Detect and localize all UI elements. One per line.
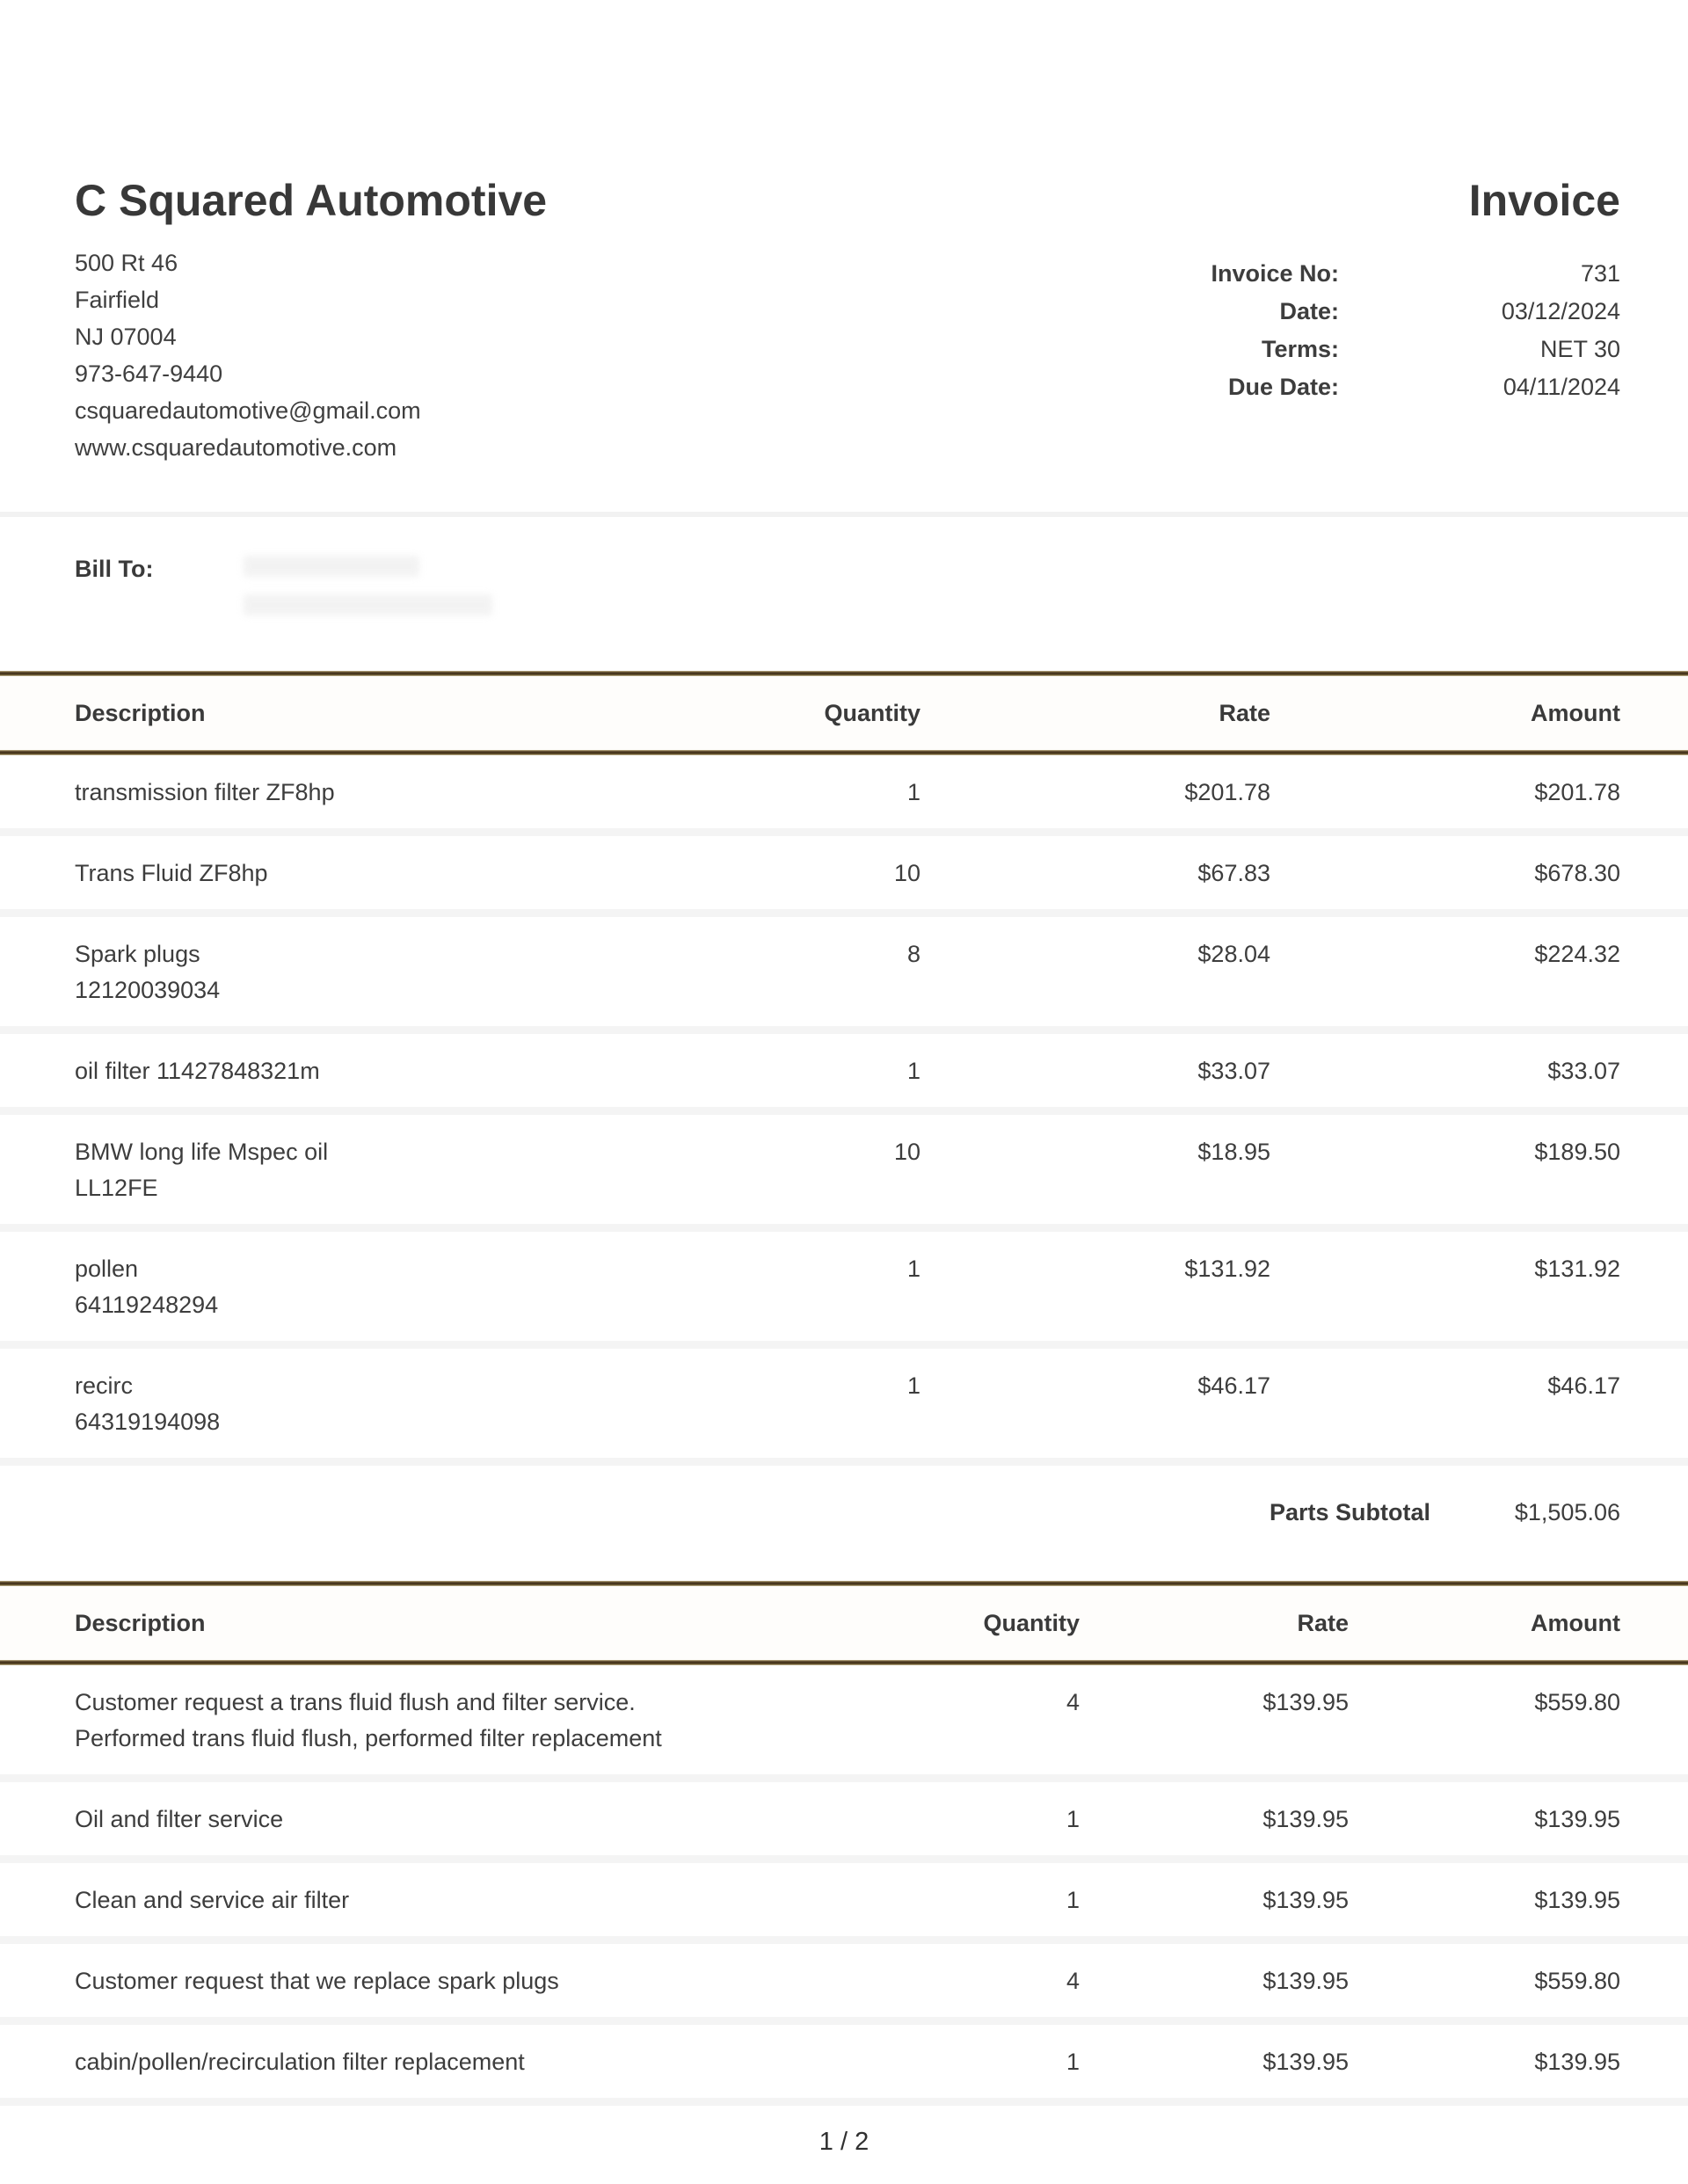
table-row — [0, 2025, 1688, 2098]
row-separator — [0, 1774, 1688, 1782]
subtotal-spacer — [75, 1499, 1270, 1526]
invoice-meta-label: Due Date: — [1227, 374, 1339, 400]
cell-amount: $559.80 — [1534, 1689, 1620, 1715]
cell-description — [75, 1134, 762, 1206]
cell-description — [75, 1053, 762, 1089]
table-row — [0, 1665, 1688, 1774]
cell-quantity: 1 — [1066, 2049, 1080, 2075]
cell-quantity: 1 — [1066, 1887, 1080, 1913]
description-line: cabin/pollen/recirculation filter replacement — [75, 2049, 525, 2075]
description-line: LL12FE — [75, 1175, 158, 1201]
invoice-meta-value: 04/11/2024 — [1502, 374, 1620, 400]
description-line: 12120039034 — [75, 977, 221, 1003]
page-footer — [0, 2128, 1688, 2157]
company-name: C Squared Automotive — [75, 176, 548, 225]
cell-rate: $139.95 — [1262, 2049, 1349, 2075]
parts-subtotal-label: Parts Subtotal — [1269, 1499, 1430, 1525]
bill-to-redacted-line — [244, 556, 419, 577]
cell-quantity: 4 — [1066, 1689, 1080, 1715]
cell-description — [75, 855, 762, 892]
row-separator — [0, 2017, 1688, 2025]
cell-amount: $139.95 — [1534, 1887, 1620, 1913]
cell-amount: $139.95 — [1534, 2049, 1620, 2075]
cell-quantity: 10 — [893, 1139, 920, 1165]
cell-rate: $46.17 — [1197, 1372, 1270, 1399]
cell-amount: $46.17 — [1547, 1372, 1620, 1399]
invoice-meta-value: 731 — [1580, 260, 1620, 287]
column-header-amount: Amount — [1531, 1609, 1620, 1636]
row-separator — [0, 1224, 1688, 1232]
bill-to-section — [75, 556, 778, 644]
cell-description — [75, 1368, 762, 1440]
cell-rate: $139.95 — [1262, 1968, 1349, 1994]
table-row — [0, 1115, 1688, 1224]
table-row — [0, 1349, 1688, 1458]
cell-quantity: 1 — [1066, 1806, 1080, 1832]
labor-table — [0, 1581, 1688, 2106]
table-row — [0, 1863, 1688, 1936]
cell-amount: $224.32 — [1534, 941, 1620, 967]
description-line: Customer request that we replace spark plugs — [75, 1968, 559, 1994]
column-header-description: Description — [75, 1609, 206, 1636]
description-line: transmission filter ZF8hp — [75, 779, 335, 805]
cell-description — [75, 1963, 921, 1999]
company-address-line: Fairfield — [75, 287, 160, 313]
cell-rate: $33.07 — [1197, 1058, 1270, 1084]
row-separator — [0, 1936, 1688, 1944]
column-header-rate: Rate — [1219, 699, 1270, 726]
description-line: 64319194098 — [75, 1409, 221, 1435]
column-header-quantity: Quantity — [983, 1609, 1080, 1636]
company-address-line: 973-647-9440 — [75, 360, 223, 387]
company-info — [75, 176, 547, 466]
table-row — [0, 755, 1688, 828]
cell-rate: $139.95 — [1262, 1887, 1349, 1913]
cell-quantity: 8 — [906, 941, 920, 967]
description-line: Trans Fluid ZF8hp — [75, 860, 268, 886]
cell-rate: $131.92 — [1184, 1256, 1270, 1282]
invoice-meta-label: Invoice No: — [1211, 260, 1339, 287]
row-separator — [0, 1341, 1688, 1349]
parts-subtotal-value: $1,505.06 — [1514, 1499, 1620, 1525]
row-separator — [0, 909, 1688, 917]
description-line: oil filter 11427848321m — [75, 1058, 320, 1084]
parts-subtotal-row — [0, 1474, 1688, 1526]
cell-quantity: 1 — [906, 779, 920, 805]
table-row — [0, 917, 1688, 1026]
row-separator — [0, 1458, 1688, 1466]
cell-quantity: 1 — [906, 1058, 920, 1084]
table-header-row — [0, 1586, 1688, 1660]
table-row — [0, 1944, 1688, 2017]
cell-rate: $18.95 — [1197, 1139, 1270, 1165]
invoice-meta-value: NET 30 — [1539, 336, 1620, 362]
column-header-description: Description — [75, 699, 206, 726]
section-divider — [0, 512, 1688, 517]
cell-rate: $201.78 — [1184, 779, 1270, 805]
cell-description — [75, 2044, 921, 2080]
cell-quantity: 10 — [893, 860, 920, 886]
company-address — [75, 244, 547, 466]
description-line: Performed trans fluid flush, performed filter replacement — [75, 1725, 662, 1751]
cell-amount: $678.30 — [1534, 860, 1620, 886]
table-row — [0, 836, 1688, 909]
cell-amount: $139.95 — [1534, 1806, 1620, 1832]
parts-table — [0, 671, 1688, 1526]
invoice-meta — [1211, 255, 1620, 406]
invoice-header — [1211, 176, 1620, 406]
description-line: recirc — [75, 1372, 133, 1399]
cell-amount: $201.78 — [1534, 779, 1620, 805]
table-row — [0, 1232, 1688, 1341]
row-separator — [0, 1026, 1688, 1034]
description-line: 64119248294 — [75, 1292, 219, 1318]
table-row — [0, 1034, 1688, 1107]
page-indicator: 1 / 2 — [819, 2128, 869, 2156]
bill-to-redacted-line — [244, 594, 492, 615]
row-separator — [0, 2098, 1688, 2106]
cell-amount: $33.07 — [1547, 1058, 1620, 1084]
bill-to-label: Bill To: — [75, 556, 154, 582]
description-line: Spark plugs — [75, 941, 200, 967]
cell-description — [75, 1802, 921, 1838]
table-row — [0, 1782, 1688, 1855]
description-line: Customer request a trans fluid flush and filter service. — [75, 1689, 636, 1715]
row-separator — [0, 828, 1688, 836]
cell-description — [75, 1882, 921, 1918]
description-line: Clean and service air filter — [75, 1887, 350, 1913]
row-separator — [0, 1855, 1688, 1863]
company-address-line: 500 Rt 46 — [75, 250, 178, 276]
invoice-meta-label: Terms: — [1261, 336, 1339, 362]
description-line: pollen — [75, 1256, 139, 1282]
cell-rate: $139.95 — [1262, 1689, 1349, 1715]
cell-description — [75, 775, 762, 811]
company-address-line: csquaredautomotive@gmail.com — [75, 397, 421, 424]
cell-rate: $139.95 — [1262, 1806, 1349, 1832]
cell-amount: $131.92 — [1534, 1256, 1620, 1282]
description-line: Oil and filter service — [75, 1806, 284, 1832]
column-header-quantity: Quantity — [824, 699, 920, 726]
description-line: BMW long life Mspec oil — [75, 1139, 329, 1165]
table-header-row — [0, 676, 1688, 750]
invoice-meta-label: Date: — [1279, 298, 1339, 324]
cell-rate: $28.04 — [1197, 941, 1270, 967]
cell-rate: $67.83 — [1197, 860, 1270, 886]
column-header-rate: Rate — [1297, 1609, 1349, 1636]
cell-quantity: 1 — [906, 1256, 920, 1282]
cell-amount: $559.80 — [1534, 1968, 1620, 1994]
company-address-line: NJ 07004 — [75, 324, 177, 350]
cell-description — [75, 1685, 921, 1757]
row-separator — [0, 1107, 1688, 1115]
invoice-title: Invoice — [1468, 176, 1620, 225]
cell-quantity: 1 — [906, 1372, 920, 1399]
cell-description — [75, 1251, 762, 1323]
column-header-amount: Amount — [1531, 699, 1620, 726]
company-address-line: www.csquaredautomotive.com — [75, 434, 397, 461]
invoice-meta-value: 03/12/2024 — [1501, 298, 1620, 324]
cell-description — [75, 936, 762, 1008]
cell-quantity: 4 — [1066, 1968, 1080, 1994]
cell-amount: $189.50 — [1534, 1139, 1620, 1165]
